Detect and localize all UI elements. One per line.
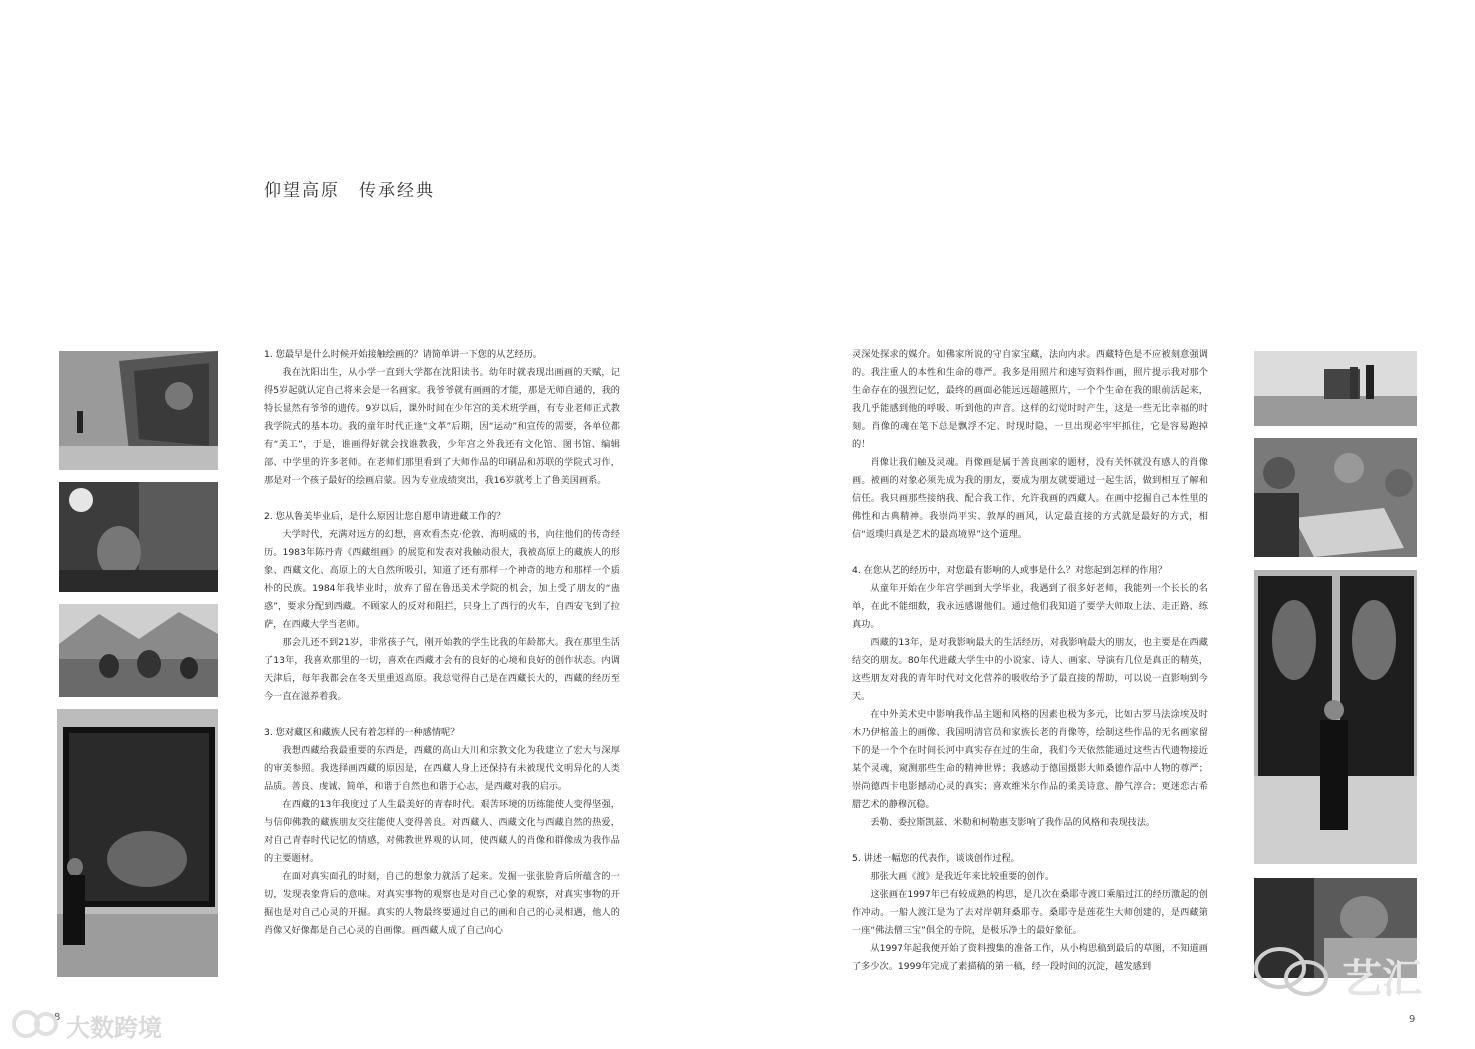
watermark-left-logo [10, 1004, 64, 1044]
interview-paragraph: 那张大画《渡》是我近年来比较重要的创作。 [870, 871, 1055, 882]
interview-paragraph: 肖像让我们触及灵魂。肖像画是属于善良画家的题材，没有关怀就没有感人的肖像画。被画的对象必须先成为我的朋友，要成为朋友就要通过一起生活，做到相互了解和信任。我只画那些接纳我、配合我工作、允许我画的西藏人。在画中挖掘自己本性里的佛性和古典精神。我崇尚平实、敦厚的画风，认定最直接的方式就是最好的方式，相信“返璞归真是艺术的最高境界”这个道理。 [852, 457, 1208, 540]
photo-monks-looking-at-painting [1254, 438, 1417, 557]
photo-man-with-saint-paintings [1254, 570, 1417, 864]
interview-paragraph: 我在沈阳出生，从小学一直到大学都在沈阳读书。幼年时就表现出画画的天赋，记得5岁起就认定自己将来会是一名画家。我爷爷就有画画的才能，那是无师自通的，我的特长显然有爷爷的遗传。9岁以后，课外时间在少年宫的美术班学画，有专业老师正式教我学院式的基本功。我的童年时代正逢“文革”后期，因“运动”和宣传的需要，各单位都有“美工”，于是，谁画得好就会找谁教我，少年宫之外我还有文化馆、图书馆、编辑部、中学里的许多老师。在老师们那里看到了大师作品的印刷品和苏联的学院式习作，那是对一个孩子最好的绘画启蒙。因为专业成绩突出，我16岁就考上了鲁美国画系。 [264, 367, 620, 486]
photo-interior-worker [59, 482, 218, 592]
watermark-right-logo [1252, 944, 1332, 1004]
interview-paragraph: 在中外美术史中影响我作品主题和风格的因素也极为多元，比如古罗马法涂埃及时木乃伊棺盖上的画像、我国明清官员和家族长老的肖像等，绘制这些作品的无名画家留下的是一个个在时间长河中真实存在过的生命，我们今天依然能通过这些古代遗物接近某个灵魂，窥测那些生命的精神世界；我感动于德国摄影大师桑德作品中人物的尊严；崇尚德西卡电影撼动心灵的真实；喜欢维米尔作品的柔美诗意、静气淳合；更迷恋古希腊艺术的静穆沉稳。 [852, 709, 1208, 810]
interview-paragraph: 在面对真实面孔的时刻，自己的想象力就活了起来。发掘一张张脸背后所蕴含的一切，发现表象背后的意味。对真实事物的观察也是对自己心象的观察，对真实事物的开掘也是对自己心灵的开掘。真实的人物最终要通过自己的画和自己的心灵相遇，他人的肖像又好像都是自己心灵的自画像。画西藏人成了自己向心 [264, 871, 620, 936]
interview-question: 2. 您从鲁美毕业后，是什么原因让您自愿申请进藏工作的？ [264, 511, 506, 522]
photo-group-landscape [1254, 351, 1417, 426]
interview-paragraph: 大学时代，充满对远方的幻想，喜欢看杰克·伦敦、海明威的书，向往他们的传奇经历。1983年陈丹青《西藏组画》的展览和发表对我触动很大，我被高原上的藏族人的形象、西藏文化、高原上的大自然所吸引，知道了还有那样一个神奇的地方和那样一个质朴的民族。1984年我毕业时，放弃了留在鲁迅美术学院的机会，加上受了朋友的“蛊惑”，要求分配到西藏。不顾家人的反对和阻拦，只身上了西行的火车，自西安飞到了拉萨，在西藏大学当老师。 [264, 529, 620, 630]
photo-man-before-painting [57, 709, 218, 977]
right-text-column [852, 346, 1208, 976]
interview-paragraph: 丢勒、委拉斯凯兹、米勒和柯勒惠支影响了我作品的风格和表现技法。 [870, 817, 1156, 828]
interview-question: 3. 您对藏区和藏族人民有着怎样的一种感情呢？ [264, 727, 460, 738]
interview-question: 1. 您最早是什么时候开始接触绘画的？请简单讲一下您的从艺经历。 [264, 349, 543, 360]
interview-paragraph: 西藏的13年，是对我影响最大的生活经历，对我影响最大的朋友，也主要是在西藏结交的朋友。80年代进藏大学生中的小说家、诗人、画家、导演有几位是真正的精英，这些朋友对我的青年时代对文化营养的吸收给予了最直接的帮助，可以说一直影响到今天。 [852, 637, 1208, 702]
interview-paragraph: 那会儿还不到21岁，非常孩子气，刚开始教的学生比我的年龄都大。我在那里生活了13年，我喜欢那里的一切，喜欢在西藏才会有的良好的心境和良好的创作状态。内调天津后，每年我都会在冬天里重返高原。我总觉得自己是在西藏长大的，西藏的经历至今一直在滋养着我。 [264, 637, 620, 702]
interview-question: 5. 讲述一幅您的代表作，谈谈创作过程。 [852, 853, 1020, 864]
brand-logo-icon [10, 1004, 64, 1040]
page-number-right: 9 [1409, 1014, 1416, 1025]
interview-question: 4. 在您从艺的经历中，对您最有影响的人或事是什么？对您起到怎样的作用？ [852, 565, 1167, 576]
interview-paragraph: 我想西藏给我最重要的东西是，西藏的高山大川和宗教文化为我建立了宏大与深厚的审美参照。我选择画西藏的原因是，在西藏人身上还保持有未被现代文明异化的人类品质。善良、虔诚、简单，和谐于自然也和谐于心志，是西藏对我的启示。 [264, 745, 620, 792]
interview-paragraph: 从1997年起我便开始了资料搜集的准备工作，从小构思稿到最后的草图，不知道画了多少次。1999年完成了素描稿的第一稿，经一段时间的沉淀，越发感到 [852, 943, 1208, 972]
photo-mountain-gathering [59, 604, 218, 697]
paragraph-gap [264, 706, 620, 724]
paragraph-gap [264, 490, 620, 508]
interview-paragraph: 从童年开始在少年宫学画到大学毕业，我遇到了很多好老师，我能列一个长长的名单，在此不能细数，我永远感谢他们。通过他们我知道了要学大师取上法、走正路、练真功。 [852, 583, 1208, 630]
photo-museum-gallery [59, 351, 218, 470]
interview-paragraph: 在西藏的13年我度过了人生最美好的青春时代。艰苦环境的历练能使人变得坚强，与信仰佛教的藏族朋友交往能使人变得善良。对西藏人、西藏文化与西藏自然的热爱，对自己青春时代记忆的情感，对佛教世界观的认同，使西藏人的肖像和群像成为我作品的主要题材。 [264, 799, 620, 864]
interview-paragraph: 灵深处探求的媒介。如佛家所说的守自家宝藏，法向内求。西藏特色是不应被刻意强调的。我注重人的本性和生命的尊严。我多是用照片和速写资料作画，照片提示我对那个生命存在的强烈记忆，最终的画面必能远远超越照片，一个个生命在我的眼前活起来，我几乎能感到他的呼吸、听到他的声音。这样的幻觉时时产生，这是一些无比幸福的时刻。肖像的魂在笔下总是飘浮不定、时现时隐，一旦出现必牢牢抓住，它是容易跑掉的！ [852, 349, 1208, 450]
watermark-right-text: 艺汇 [1342, 956, 1422, 1002]
paragraph-gap [852, 544, 1208, 562]
left-text-column [264, 346, 620, 940]
interview-paragraph: 这张画在1997年已有较成熟的构思，是几次在桑耶寺渡口乘船过江的经历激起的创作冲动。一船人渡江是为了去对岸朝拜桑耶寺。桑耶寺是莲花生大师创建的，是西藏第一座“佛法僧三宝”俱全的寺院，是极乐净土的最好象征。 [852, 889, 1208, 936]
page-heading: 仰望高原 传承经典 [264, 181, 435, 201]
watermark-left-text: 大数跨境 [66, 1014, 162, 1042]
paragraph-gap [852, 832, 1208, 850]
wechat-icon [1252, 944, 1332, 1000]
page-number-left: 8 [54, 1012, 61, 1023]
